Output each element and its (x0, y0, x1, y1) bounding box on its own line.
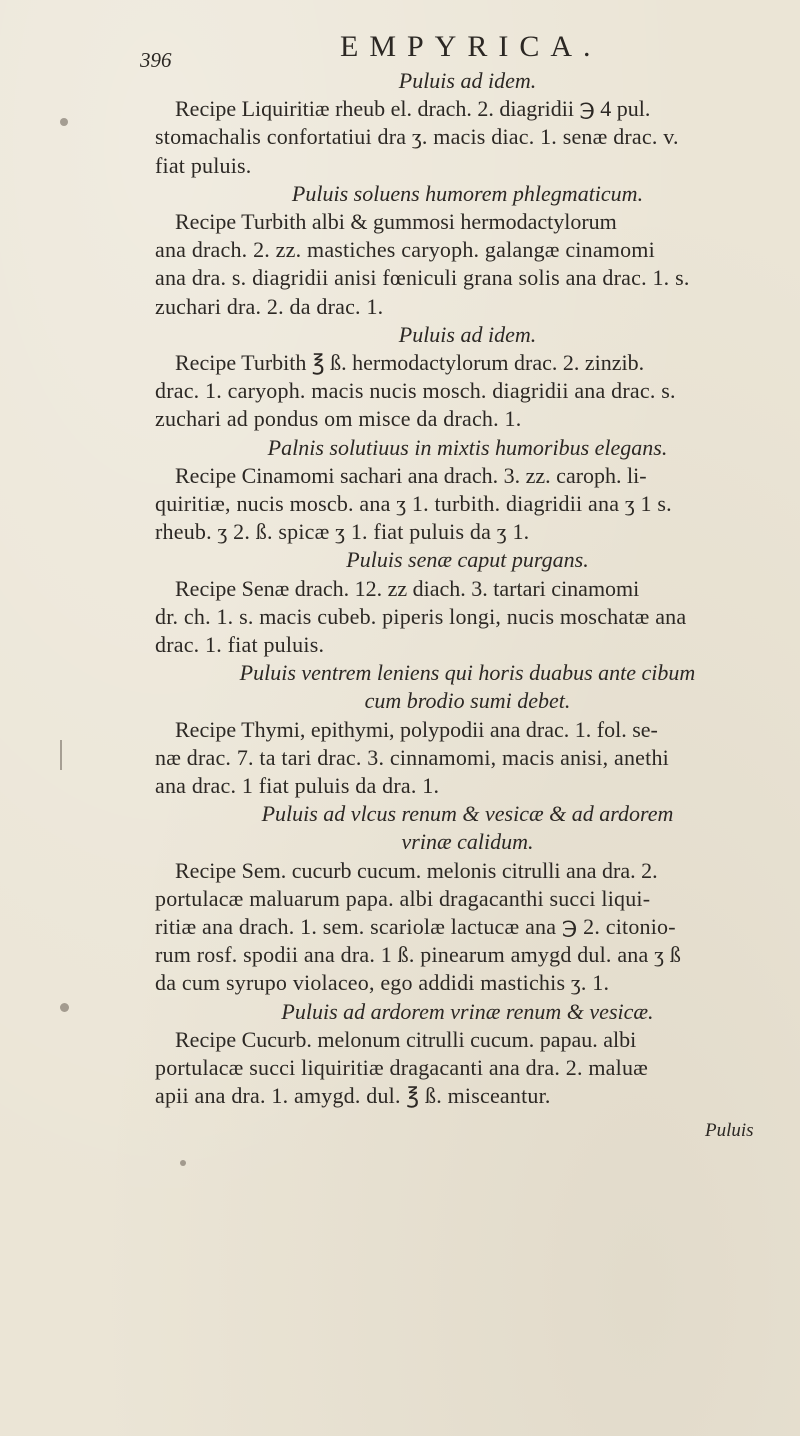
text-line: zuchari ad pondus om misce da drach. 1. (155, 406, 522, 432)
margin-mark (60, 740, 62, 770)
text-line: ritiæ ana drach. 1. sem. scariolæ lactucæ ana ℈ 2. citonio- (155, 914, 676, 939)
text-line: Recipe Senæ drach. 12. zz diach. 3. tartari cinamomi (175, 575, 640, 601)
text-line: Recipe Turbith albi & gummosi hermodactylorum (175, 209, 617, 234)
recipe-heading: Puluis senæ caput purgans. (346, 547, 589, 573)
recipe-heading: Puluis ad vlcus renum & vesicæ & ad ardorem (261, 801, 674, 827)
text-line: ana dra. s. diagridii anisi fœniculi grana solis ana drac. 1. s. (155, 265, 690, 291)
catchword: Puluis (705, 1120, 754, 1141)
text-line: rheub. ʒ 2. ß. spicæ ʒ 1. fiat puluis da ʒ 1. (155, 519, 530, 545)
text-line: stomachalis confortatiui dra ʒ. macis diac. 1. senæ drac. v. (155, 124, 679, 150)
text-line: Recipe Liquiritiæ rheub el. drach. 2. diagridii ℈ 4 pul. (175, 96, 651, 122)
text-line: Recipe Cucurb. melonum citrulli cucum. papau. albi (175, 1026, 637, 1052)
text-line: quiritiæ, nucis moscb. ana ʒ 1. turbith. diagridii ana ʒ 1 s. (155, 491, 672, 516)
recipe-heading: Puluis ad ardorem vrinæ renum & vesicæ. (281, 998, 654, 1024)
text-line: dr. ch. 1. s. macis cubeb. piperis longi, nucis moschatæ ana (155, 603, 687, 629)
text-line: fiat puluis. (155, 152, 252, 178)
text-line: drac. 1. caryoph. macis nucis mosch. diagridii ana drac. s. (155, 378, 676, 404)
text-line: zuchari dra. 2. da drac. 1. (155, 293, 384, 319)
recipe-heading: Puluis ventrem leniens qui horis duabus ante cibum (239, 660, 696, 686)
text-line: da cum syrupo violaceo, ego addidi mastichis ʒ. 1. (155, 970, 610, 996)
text-line: portulacæ succi liquiritiæ dragacanti ana dra. 2. maluæ (155, 1055, 649, 1080)
text-line: Recipe Sem. cucurb cucum. melonis citrulli ana dra. 2. (175, 857, 658, 883)
text-line: ana drach. 2. zz. mastiches caryoph. galangæ cinamomi (155, 237, 655, 263)
ink-spot (180, 1160, 186, 1166)
text-line: næ drac. 7. ta tari drac. 3. cinnamomi, macis anisi, anethi (155, 744, 669, 770)
ink-spot (60, 118, 68, 126)
recipe-heading: Palnis solutiuus in mixtis humoribus elegans. (267, 434, 668, 460)
recipe-heading: cum brodio sumi debet. (364, 688, 571, 714)
text-line: drac. 1. fiat puluis. (155, 632, 325, 657)
text-line: ana drac. 1 fiat puluis da dra. 1. (155, 773, 440, 798)
recipe-heading: Puluis ad idem. (398, 321, 537, 347)
text-line: Recipe Turbith ℥ ß. hermodactylorum drac. 2. zinzib. (175, 350, 645, 375)
text-line: rum rosf. spodii ana dra. 1 ß. pinearum amygd dul. ana ʒ ß (155, 942, 682, 968)
recipe-heading: Puluis soluens humorem phlegmaticum. (291, 180, 644, 206)
recipe-heading: Puluis ad idem. (398, 68, 537, 93)
page-header (0, 28, 800, 72)
text-line: Recipe Cinamomi sachari ana drach. 3. zz. caroph. li- (175, 462, 647, 488)
recipe-heading: vrinæ calidum. (401, 829, 534, 855)
text-line: Recipe Thymi, epithymi, polypodii ana drac. 1. fol. se- (175, 716, 658, 742)
ink-spot (60, 1003, 69, 1012)
text-line: portulacæ maluarum papa. albi dragacanthi succi liqui- (155, 885, 651, 911)
page-number: 396 (140, 48, 172, 72)
text-line: apii ana dra. 1. amygd. dul. ℥ ß. misceantur. (155, 1083, 551, 1109)
running-title: EMPYRICA. (340, 30, 602, 63)
